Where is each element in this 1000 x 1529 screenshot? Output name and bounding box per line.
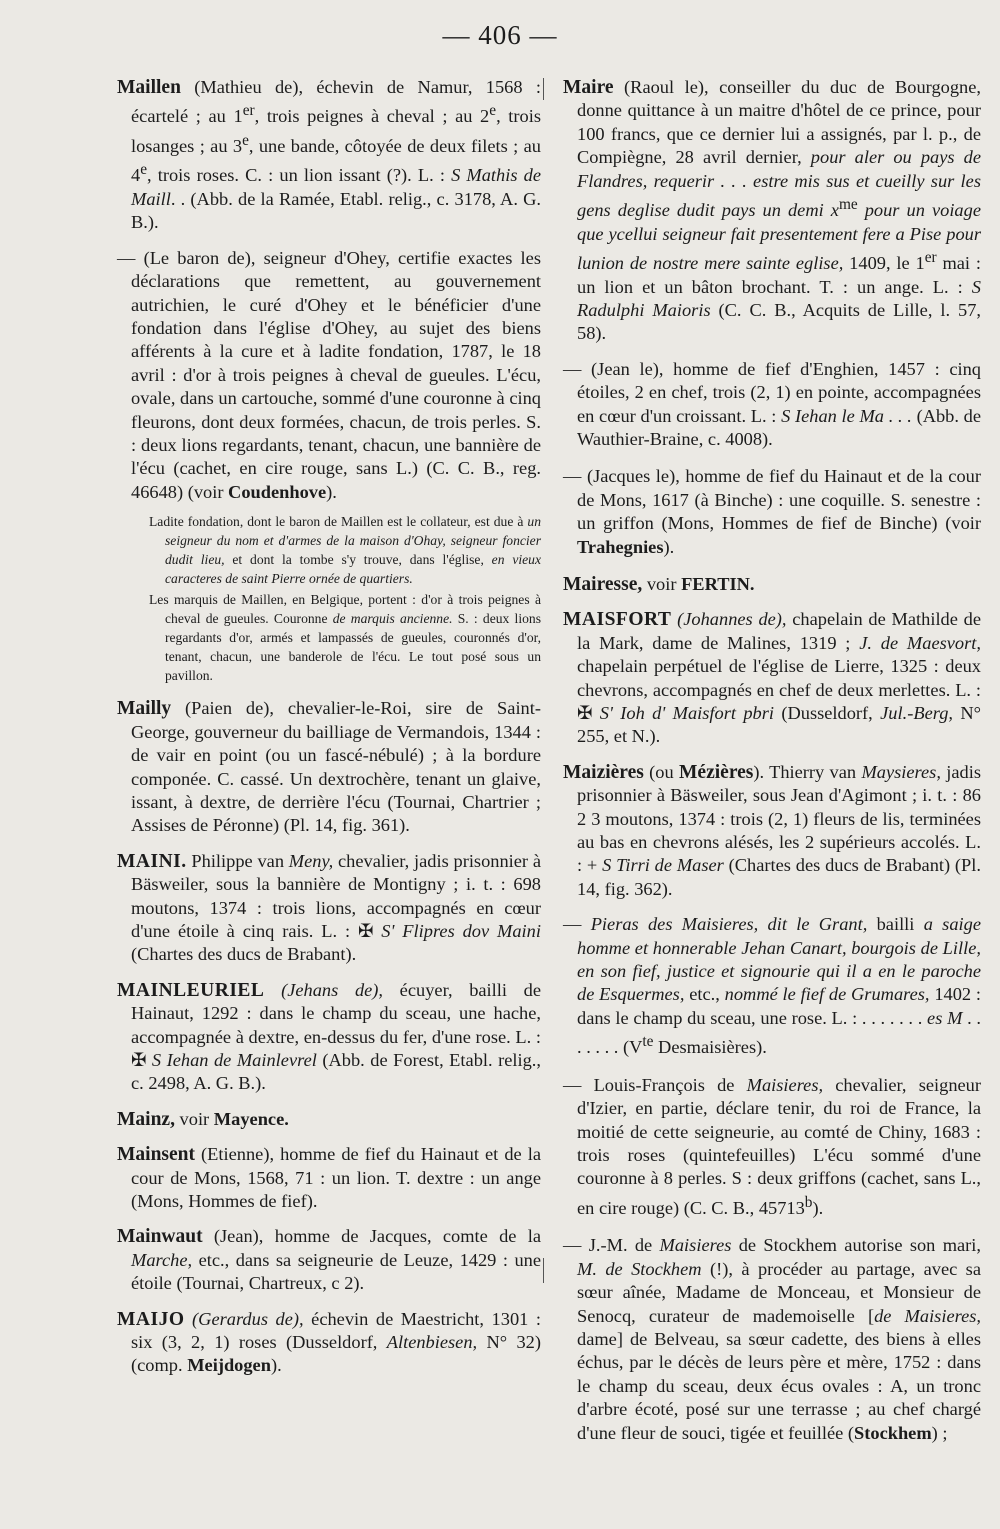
entry-text: de Stockhem autorise son mari, xyxy=(731,1235,981,1256)
cross-reference: Stockhem xyxy=(854,1422,932,1443)
entry-maillen-baron xyxy=(117,247,541,504)
name-italic: Marche, xyxy=(131,1249,193,1270)
note-text: Ladite fondation, dont le baron de Maillen est le collateur, est due à xyxy=(149,514,528,530)
entry-text: (Dusseldorf, xyxy=(774,703,881,723)
note-text: et dont la tombe s'y trouve, dans l'église, xyxy=(224,552,492,568)
entry-mainsent xyxy=(117,1143,541,1213)
entry-text: (Etienne), homme de fief du Hainaut et de la cour de Mons, 1568, 71 : un lion. T. dextre : un ange (Mons, Hommes de fief). xyxy=(131,1144,541,1211)
entry-text: Philippe van xyxy=(186,850,289,871)
legend-text: S Radulphi Maioris xyxy=(577,276,981,320)
headword: Mainsent xyxy=(117,1144,195,1166)
note-text: Les marquis de Maillen, en Belgique, portent : d'or à trois peignes à cheval de gueules. Couronne xyxy=(149,592,541,627)
cross-reference: Mayence. xyxy=(213,1108,289,1129)
note-quote: un seigneur du nom et d'armes de la maison d'Ohay, seigneur foncier dudit lieu, xyxy=(165,514,541,568)
legend-text: S' Ioh d' Maisfort pbri xyxy=(599,703,774,723)
entry-text: écuyer, bailli de Hainaut, 1292 : dans le champ du sceau, une hache, accompagnée à dextre, en-dessus du fer, d'une rose. L. : ✠ xyxy=(131,979,542,1070)
entry-text: chapelain perpétuel de l'église de Lierre, 1325 : deux chevrons, accompagnés en chef de deux merlettes. L. : ✠ xyxy=(577,656,981,723)
entry-text: — xyxy=(563,914,591,935)
entry-text: (!), à procéder au partage, avec sa sœur aînée, Madame de Monceau, et Monsieur de Senocq, curateur de mademoiselle [ xyxy=(577,1258,981,1326)
entry-text: (Abb. de Wauthier-Braine, c. 4008). xyxy=(577,405,982,449)
entry-text: , trois losanges ; au 3 xyxy=(131,106,541,157)
name-italic: (Gerardus de), xyxy=(184,1308,304,1329)
legend-text: es M xyxy=(927,1007,963,1028)
entry-maisfort xyxy=(563,608,981,748)
cross-reference: Coudenhove xyxy=(228,481,327,502)
entry-text: ) ; xyxy=(931,1422,948,1443)
footnote xyxy=(117,590,541,685)
note-quote: en vieux caracteres de saint Pierre ornée de quartiers. xyxy=(165,552,542,587)
quoted-text: a saige homme et honnerable Jehan Canart, bourgois de Lille, en son fief, justice et signourie qui il a en le paroche de Esquermes, xyxy=(577,914,981,1005)
entry-text: N° 255, et N.). xyxy=(577,703,981,747)
entry-text: etc., xyxy=(684,984,725,1005)
entry-text: etc., dans sa seigneurie de Leuze, 1429 : une étoile (Tournai, Chartreux, c 2). xyxy=(131,1249,541,1294)
name-italic: (Johannes de), xyxy=(671,609,787,630)
headword-variant: Mézières xyxy=(679,761,754,783)
headword: MAINLEURIEL xyxy=(117,979,265,1001)
entry-text: 1409, le 1 xyxy=(843,253,925,274)
entry-mailly xyxy=(117,697,541,837)
legend-text: S Mathis de Maill xyxy=(131,165,541,209)
entry-text: — (Le baron de), seigneur d'Ohey, certifie exactes les déclarations que remettent, au gouvernement autrichien, le curé d'Ohey et le bénéficier d'une fondation dans l'église d'Ohey, au sujet des biens afférents à la cure et à ladite fondation, 1787, le 18 avril : d'or à trois peignes à cheval de gueules. L'écu, ovale, dans un cartouche, sommé d'une couronne à cinq fleurons, dont deux formées, chacun, de trois perles. S. : deux lions regardants, tenant, chacun, une bannière de l'écu (cachet, en cire rouge, sans L.) (C. C. B., reg. 46648) (voir xyxy=(117,247,541,502)
entry-text: ). xyxy=(326,481,337,502)
right-column xyxy=(563,76,981,1459)
headword: Mailly xyxy=(117,698,172,720)
headword: Maire xyxy=(563,77,614,98)
headword: Maillen xyxy=(117,77,181,98)
quoted-text: nommé le fief de Grumares, xyxy=(724,984,930,1005)
entry-text: , trois peignes à cheval ; au 2 xyxy=(254,106,490,127)
headword: MAINI. xyxy=(117,850,187,872)
headword: MAIJO xyxy=(117,1308,185,1330)
entry-mainz xyxy=(117,1108,541,1131)
legend-text: S' Flipres dov Maini xyxy=(381,920,541,941)
quoted-text: pour un voiage que ycellui seigneur fait presentement fere a Pise pour lunion de nostre mere sainte eglise, xyxy=(577,200,981,274)
headword: Mairesse, xyxy=(563,573,643,595)
entry-text: (Chartes des ducs de Brabant) (Pl. 14, fig. 362). xyxy=(577,855,981,899)
name-italic: Altenbiesen, xyxy=(386,1332,478,1353)
entry-maire xyxy=(563,76,981,346)
note-quote: de marquis ancienne. xyxy=(332,611,453,627)
entry-text: (Abb. de Forest, Etabl. relig., c. 2498, A. G. B.). xyxy=(131,1049,541,1094)
entry-maisieres-louis-francois xyxy=(563,1074,981,1221)
entry-text: (Mathieu de), échevin de Namur, 1568 : écartelé ; au 1 xyxy=(131,77,541,127)
headword: Mainz, xyxy=(117,1108,175,1130)
superscript: er xyxy=(242,102,255,120)
superscript: e xyxy=(140,161,148,179)
entry-text: jadis prisonnier à Bäsweiler, sous Jean d'Agimont ; i. t. : 86 2 3 moutons, 1374 : trois (2, 1) fleurs de lis, terminées au bas en chevrons alésés, les 2 supérieurs accolés. L. : + xyxy=(577,761,981,876)
entry-maizieres xyxy=(563,761,981,901)
superscript: b xyxy=(804,1193,813,1211)
entry-text: , une bande, côtoyée de deux filets ; au 4 xyxy=(131,136,541,186)
entry-maire-jean xyxy=(563,358,981,452)
entry-mairesse xyxy=(563,573,981,596)
entry-text: ). Thierry van xyxy=(753,761,862,782)
cross-reference: Trahegnies xyxy=(577,536,664,557)
entry-text: chevalier, seigneur d'Izier, en partie, déclare tenir, du roi de France, la moitié de cette seigneurie, au comté de Chiny, 1683 : trois roses (quintefeuilles) L'écu sommé d'une couronne à 8 perles. S : deux griffons (cachet, sans L., en cire rouge) (C. C. B., 45713 xyxy=(577,1074,981,1218)
entry-text: ). xyxy=(812,1197,824,1218)
cross-reference: FERTIN. xyxy=(681,573,755,594)
entry-text: . . (Abb. de la Ramée, Etabl. relig., c. 3178, A. G. B.). xyxy=(131,189,541,233)
entry-text: voir xyxy=(174,1108,214,1129)
entry-maire-jacques xyxy=(563,465,981,559)
name-italic: Meny, xyxy=(288,850,334,871)
headword: Maizières xyxy=(563,761,644,783)
entry-mainwaut xyxy=(117,1225,541,1295)
entry-text: (Jean), homme de Jacques, comte de la xyxy=(202,1226,541,1247)
entry-text: 1402 : dans le champ du sceau, une rose. L. : . . . . . . . xyxy=(577,984,981,1028)
note-text: S. : deux lions regardants d'or, armés et lampassés de gueules, couronnés d'or, tenant, chacun, une banderole de l'écu. Le tout posé sous un pavillon. xyxy=(165,611,541,684)
headword: Mainwaut xyxy=(117,1226,203,1248)
entry-text: N° 32) (comp. xyxy=(131,1332,541,1376)
superscript: er xyxy=(924,248,937,266)
entry-maisieres-jm xyxy=(563,1234,981,1445)
entry-text: échevin de Maestricht, 1301 : six (3, 2, 1) roses (Dusseldorf, xyxy=(131,1308,541,1353)
entry-text: (Paien de), chevalier-le-Roi, sire de Saint-George, gouverneur du bailliage de Vermandois, 1344 : de vair en point (ou un fascé-nébulé) ; à la bordure componée. C. cassé. Un dextrochère, tenant un glaive, issant, à dextre, de derrière l'écu (Tournai, Chartrier ; Assises de Péronne) (Pl. 14, fig. 361). xyxy=(131,698,541,836)
column-divider xyxy=(543,1258,544,1283)
entry-text: chapelain de Mathilde de la Mark, dame de Malines, 1319 ; xyxy=(577,609,982,653)
entry-text: — J.-M. de xyxy=(563,1235,660,1256)
quoted-text: Pieras des Maisieres, dit le Grant, xyxy=(590,914,868,935)
name-italic: Jul.-Berg, xyxy=(880,703,953,723)
superscript: e xyxy=(489,102,497,120)
entry-maillen xyxy=(117,76,541,235)
entry-text: voir xyxy=(642,573,682,594)
name-italic: Maisieres, xyxy=(746,1074,824,1095)
entry-maijo xyxy=(117,1308,541,1378)
entry-text: ). xyxy=(663,536,675,557)
name-italic: de Maisieres, xyxy=(874,1305,982,1326)
entry-text: chevalier, jadis prisonnier à Bäsweiler, sous la bannière de Montigny ; i. t. : 698 moutons, 1374 : trois lions, accompagnés en cœur d'une étoile à cinq rais. L. : ✠ xyxy=(131,850,541,941)
footnote xyxy=(117,512,541,588)
name-italic: Maisieres xyxy=(659,1235,732,1256)
entry-text: (ou xyxy=(643,761,680,782)
entry-maini xyxy=(117,850,541,967)
entry-text: — Louis-François de xyxy=(563,1074,747,1095)
legend-text: S Tirri de Maser xyxy=(602,855,724,876)
entry-text: , trois roses. C. : un lion issant (?). L. : xyxy=(147,165,452,186)
entry-text: (Raoul le), conseiller du duc de Bourgogne, donne quittance à un maitre d'hôtel de ce prince, pour 100 francs, que ce dernier lui a assignés, par l. p., de Compiègne, 28 avril dernier, xyxy=(577,77,981,168)
entry-text: ). xyxy=(270,1355,282,1376)
name-italic: J. de Maesvort, xyxy=(859,632,981,653)
legend-text: S Iehan le Ma . . . xyxy=(781,405,912,426)
entry-text: — (Jean le), homme de fief d'Enghien, 1457 : cinq étoiles, 2 en chef, trois (2, 1) en pointe, accompagnées en cœur d'un croissant. L. : xyxy=(563,358,981,426)
entry-text: Desmaisières). xyxy=(653,1037,767,1058)
page-number: — 406 — xyxy=(442,20,558,50)
column-divider xyxy=(543,78,544,100)
entry-text: mai : un lion et un bâton brochant. T. : un ange. L. : xyxy=(577,253,981,297)
entry-text: bailli xyxy=(867,914,924,935)
name-italic: (Jehans de), xyxy=(264,979,384,1000)
superscript: me xyxy=(838,196,858,214)
legend-text: S Iehan de Mainlevrel xyxy=(151,1049,317,1070)
entry-text: (Chartes des ducs de Brabant). xyxy=(131,944,357,965)
entry-text: — (Jacques le), homme de fief du Hainaut et de la cour de Mons, 1617 (à Binche) : une coquille. S. senestre : un griffon (Mons, Hommes de fief de Binche) (voir xyxy=(563,466,981,534)
headword: MAISFORT xyxy=(563,609,672,631)
name-italic: Maysieres, xyxy=(861,761,941,782)
entry-text: dame] de Belveau, sa sœur cadette, des biens à elles échus, par le décès de leurs père et mère, 1752 : dans le champ du sceau, deux écus ovales : A, un tronc d'arbre écoté, posé sur une terrasse ; au chef chargé d'une fleur de souci, tigée et feuillée ( xyxy=(577,1329,981,1443)
entry-maisieres-pieras xyxy=(563,913,981,1060)
cross-reference: Meijdogen xyxy=(187,1355,271,1376)
entry-mainleuriel xyxy=(117,979,541,1096)
superscript: e xyxy=(242,131,249,149)
quoted-text: pour aler ou pays de Flandres, requerir . . . estre mis sus et cueilly sur les gens deglise dudit pays un demi x xyxy=(577,147,981,221)
superscript: te xyxy=(642,1033,654,1051)
name-italic: M. de Stockhem xyxy=(577,1258,702,1279)
entry-text: (C. C. B., Acquits de Lille, l. 57, 58). xyxy=(577,299,981,344)
entry-text: . . . . . . . (V xyxy=(577,1007,982,1058)
left-column xyxy=(117,76,541,1390)
